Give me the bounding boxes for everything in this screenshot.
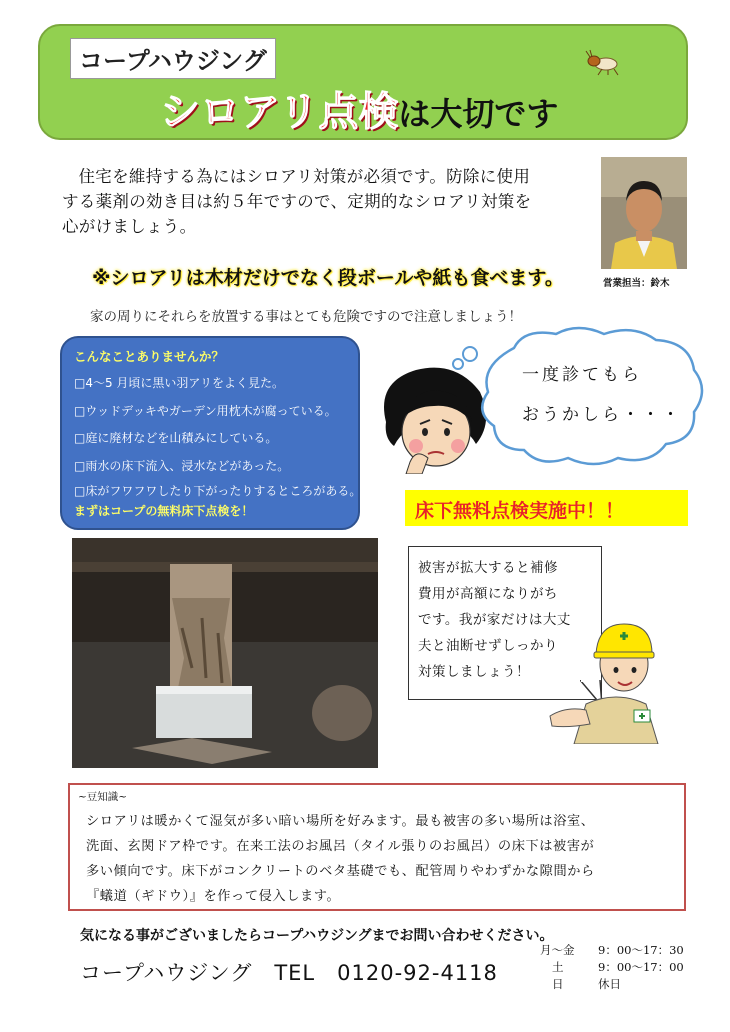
contact-message: 気になる事がございましたらコープハウジングまでお問い合わせください。: [80, 928, 554, 944]
checklist-box: [60, 336, 360, 530]
free-inspection-banner: 床下無料点検実施中！！: [405, 490, 688, 526]
trivia-text: [86, 809, 686, 909]
hours-row: [540, 942, 684, 959]
checklist-item: □床がフワフワしたり下がったりするところがある。: [74, 484, 362, 498]
title-rest: は大切です: [398, 95, 559, 133]
intro-line-2: する薬剤の効き目は約５年ですので、定期的なシロアリ対策を: [62, 192, 532, 211]
trivia-line-3: 多い傾向です。床下がコンクリートのベタ基礎でも、配管周りやわずかな隙間から: [86, 864, 595, 879]
trivia-line-1: シロアリは暖かくて湿気が多い暗い場所を好みます。最も被害の多い場所は浴室、: [86, 814, 595, 829]
speech-line-2: 費用が高額になりがち: [418, 586, 558, 602]
hours-day: 土: [552, 960, 564, 974]
intro-line-1: 住宅を維持する為にはシロアリ対策が必須です。防除に使用: [78, 167, 531, 186]
company-logo-text: コープハウジング: [70, 38, 276, 79]
checklist-item: □庭に廃材などを山積みにしている。: [74, 431, 278, 445]
termite-damage-photo: [72, 538, 378, 768]
staff-caption: 営業担当：鈴木: [603, 278, 670, 289]
staff-photo: [601, 157, 687, 269]
company-phone: コープハウジング TEL 0120-92-4118: [80, 961, 498, 985]
page-title: [160, 80, 558, 137]
speech-line-3: です。我が家だけは大丈: [418, 612, 571, 628]
thought-line-1: 一度診てもら: [522, 365, 642, 385]
speech-line-4: 夫と油断せずしっかり: [418, 638, 558, 654]
thought-line-2: おうかしら・・・: [522, 405, 682, 425]
trivia-box: [68, 783, 686, 911]
trivia-line-2: 洗面、玄関ドア枠です。在来工法のお風呂（タイル張りのお風呂）の床下は被害が: [86, 839, 595, 854]
worker-illustration: [546, 614, 676, 744]
checklist-item: □ウッドデッキやガーデン用枕木が腐っている。: [74, 403, 337, 418]
header-banner: [38, 24, 688, 140]
hours-row: [540, 959, 684, 976]
trivia-line-4: 『蟻道（ギドウ）』を作って侵入します。: [86, 889, 341, 904]
checklist-item: □雨水の床下流入、浸水などがあった。: [74, 458, 290, 473]
hours-time: 休日: [598, 977, 621, 991]
hours-row: [540, 976, 684, 993]
checklist-footer: まずはコープの無料床下点検を！: [74, 504, 254, 518]
hours-day: 日: [552, 977, 564, 991]
thought-text: [522, 355, 682, 435]
trivia-label: ~豆知識~: [78, 791, 128, 803]
checklist-item: □4～5 月頃に黒い羽アリをよく見た。: [74, 376, 284, 390]
hours-day: 月～金: [540, 943, 575, 957]
hours-time: 9：00～17：00: [598, 960, 684, 974]
title-main: シロアリ点検: [160, 89, 399, 135]
intro-line-3: 心がけましょう。: [62, 217, 197, 236]
speech-line-5: 対策しましょう！: [418, 664, 530, 680]
checklist-heading: こんなことありませんか？: [74, 349, 225, 364]
termite-icon: [584, 48, 624, 76]
hours-time: 9：00～17：30: [598, 943, 684, 957]
caution-note: 家の周りにそれらを放置する事はとても危険ですので注意しましょう！: [90, 309, 522, 325]
speech-line-1: 被害が拡大すると補修: [418, 560, 558, 576]
warning-text: ※シロアリは木材だけでなく段ボールや紙も食べます。: [92, 267, 564, 289]
business-hours: [540, 942, 684, 993]
intro-paragraph: [62, 164, 592, 239]
